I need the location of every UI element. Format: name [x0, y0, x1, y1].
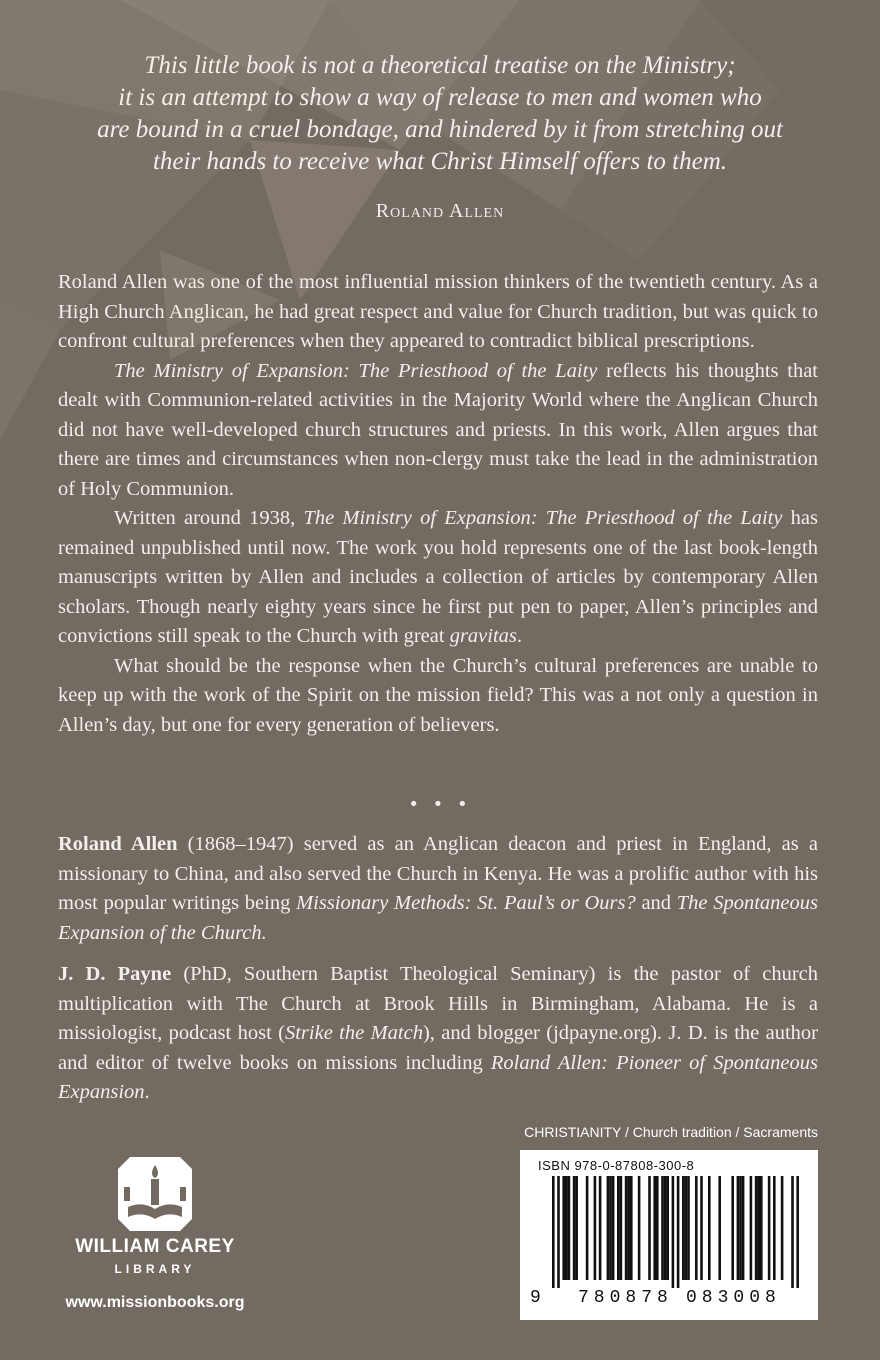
quote-line: it is an attempt to show a way of release to men and women who	[118, 84, 762, 111]
barcode-bar	[773, 1176, 776, 1280]
barcode-bar	[731, 1176, 734, 1280]
barcode-bar	[573, 1176, 576, 1280]
barcode-bar	[656, 1176, 659, 1280]
barcode-bar	[796, 1176, 799, 1288]
barcode-bar	[687, 1176, 690, 1280]
candle-on-book-icon	[118, 1157, 192, 1231]
isbn-barcode	[520, 1150, 818, 1320]
barcode-bar	[791, 1176, 794, 1288]
quote-line: their hands to receive what Christ Himself offers to them.	[152, 148, 728, 175]
svg-text:780878: 780878	[578, 1288, 673, 1308]
barcode-bar	[612, 1176, 615, 1280]
quote-line: are bound in a cruel bondage, and hindered by it from stretching out	[97, 116, 783, 143]
barcode-graphic	[520, 1150, 818, 1320]
barcode-bar	[568, 1176, 571, 1280]
barcode-bar	[682, 1176, 685, 1280]
barcode-bar	[664, 1176, 667, 1280]
quote-line: This little book is not a theoretical treatise on the Ministry;	[144, 52, 736, 79]
barcode-bar	[625, 1176, 628, 1280]
section-separator: • • •	[408, 794, 472, 815]
barcode-bar	[677, 1176, 680, 1288]
svg-text:083008: 083008	[686, 1288, 781, 1308]
barcode-bar	[781, 1176, 784, 1280]
barcode-bar	[666, 1176, 669, 1280]
barcode-bar	[594, 1176, 597, 1280]
bisac-category: CHRISTIANITY / Church tradition / Sacraments	[524, 1124, 818, 1140]
description-paragraph-2: The Ministry of Expansion: The Priesthood of the Laity reflects his thoughts that dealt with Communion-related activities in the Majority World where the Anglican Church did not have well-developed church structures and priests. In this work, Allen argues that there are times and circumstances when non-clergy must take the lead in the administration of Holy Communion.	[58, 359, 818, 500]
barcode-bar	[685, 1176, 688, 1280]
barcode-bar	[739, 1176, 742, 1280]
barcode-bar	[750, 1176, 753, 1280]
barcode-bar	[617, 1176, 620, 1280]
barcode-bar	[620, 1176, 623, 1280]
description-paragraph-3: Written around 1938, The Ministry of Expansion: The Priesthood of the Laity has remained unpublished until now. The work you hold represents one of the last book-length manuscripts written by Allen and includes a collection of articles by contemporary Allen scholars. Though nearly eighty years since he first put pen to paper, Allen’s principles and convictions still speak to the Church with great gravitas.	[58, 507, 818, 647]
barcode-bar	[552, 1176, 555, 1288]
barcode-bar	[562, 1176, 565, 1280]
barcode-bar	[757, 1176, 760, 1280]
book-title: The Ministry of Expansion: The Priesthood of the Laity	[303, 507, 783, 529]
barcode-bar	[607, 1176, 610, 1280]
book-title: The Ministry of Expansion: The Priesthood of the Laity	[114, 359, 598, 382]
barcode-bar	[768, 1176, 771, 1280]
bio-roland-allen: Roland Allen (1868–1947) served as an Anglican deacon and priest in England, as a missionary to China, and also served the Church in Kenya. He was a prolific author with his most popular writings being Missionary Methods: St. Paul’s or Ours? and The Spontaneous Expansion of the Church.	[58, 833, 818, 944]
barcode-bar	[565, 1176, 568, 1280]
publisher-subname: LIBRARY	[114, 1262, 196, 1276]
description-paragraph-1: Roland Allen was one of the most influential mission thinkers of the twentieth century. As a High Church Anglican, he had great respect and value for Church tradition, but was quick to confront cultural preferences when they appeared to contradict biblical prescriptions.	[58, 271, 818, 352]
barcode-bar	[672, 1176, 675, 1288]
svg-text:9: 9	[530, 1288, 541, 1308]
description-paragraph-4: What should be the response when the Church’s cultural preferences are unable to keep up with the work of the Spirit on the mission field? This was a not only a question in Allen’s day, but one for every generation of believers.	[58, 654, 818, 736]
barcode-bar	[638, 1176, 641, 1280]
barcode-bar	[742, 1176, 745, 1280]
epigraph-quote	[80, 50, 800, 178]
publisher-website[interactable]: www.missionbooks.org	[65, 1294, 245, 1311]
barcode-bar	[627, 1176, 630, 1280]
barcode-bar	[648, 1176, 651, 1280]
book-description	[58, 268, 818, 740]
barcode-bar	[760, 1176, 763, 1280]
barcode-bar	[586, 1176, 589, 1280]
barcode-bar	[653, 1176, 656, 1280]
barcode-bar	[695, 1176, 698, 1280]
author-bios	[58, 830, 818, 1120]
barcode-bar	[599, 1176, 602, 1280]
quote-attribution: Roland Allen	[375, 200, 505, 222]
barcode-bar	[700, 1176, 703, 1280]
publisher-name: WILLIAM CAREY	[75, 1236, 235, 1257]
barcode-bar	[755, 1176, 758, 1280]
barcode-bar	[557, 1176, 560, 1288]
barcode-bar	[718, 1176, 721, 1280]
barcode-bar	[661, 1176, 664, 1280]
barcode-bar	[737, 1176, 740, 1280]
bio-jd-payne: J. D. Payne (PhD, Southern Baptist Theological Seminary) is the pastor of church multiplication with The Church at Brook Hills in Birmingham, Alabama. He is a missiologist, podcast host (Strike the Match), and blogger (jdpayne.org). J. D. is the author and editor of twelve books on missions including Roland Allen: Pioneer of Spontaneous Expansion.	[58, 963, 819, 1103]
barcode-bar	[708, 1176, 711, 1280]
barcode-bar	[630, 1176, 633, 1280]
barcode-bar	[609, 1176, 612, 1280]
isbn-label: ISBN 978-0-87808-300-8	[538, 1158, 695, 1173]
barcode-bar	[575, 1176, 578, 1280]
